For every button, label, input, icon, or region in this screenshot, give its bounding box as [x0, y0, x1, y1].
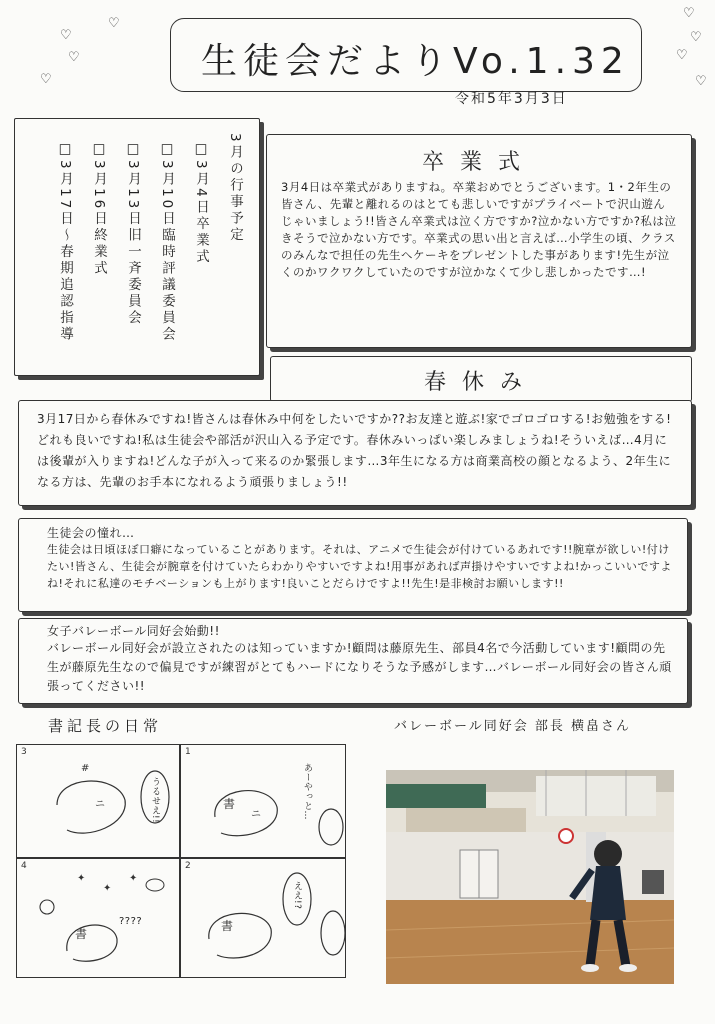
comic-character	[181, 745, 345, 857]
schedule-heading: 3月の行事予定	[227, 133, 243, 244]
speech-bubble: ええ!?	[292, 881, 302, 910]
issue-date: 令和5年3月3日	[455, 91, 568, 107]
volleyball-photo	[386, 770, 674, 984]
svg-text:ニ: ニ	[95, 799, 105, 810]
heart-icon: ♡	[676, 48, 688, 63]
title-banner	[170, 18, 642, 92]
volleyball-section	[18, 618, 688, 704]
heart-icon: ♡	[683, 6, 695, 21]
svg-text:✦: ✦	[103, 883, 112, 894]
speech-bubble: ????	[119, 916, 143, 927]
spring-break-body: 3月17日から春休みですね!皆さんは春休み中何をしたいですか??お友達と遊ぶ!家でゴロゴロする!お勉強をする!どれも良いですね!私は生徒会や部活が沢山入る予定です。春休みいっぱい楽しみましょうね!そういえば…4月には後輩が入りますね!どんな子が入って来るのか緊張します…3年生になる方は商業高校の顔となるよう、2年生になる方は、先輩のお手本になれるよう頑張りましょう!!	[37, 412, 672, 489]
spring-break-heading-box	[270, 356, 692, 402]
schedule-item: □3月16日終業式	[91, 141, 107, 278]
comic-character-label: 書	[221, 919, 234, 933]
comic-character	[181, 859, 345, 977]
heart-icon: ♡	[40, 72, 52, 87]
graduation-section	[266, 134, 692, 348]
schedule-item: □3月13日旧一斉委員会	[125, 141, 141, 327]
heart-icon: ♡	[690, 30, 702, 45]
panel-number: 4	[21, 861, 27, 871]
panel-number: 1	[185, 747, 191, 757]
page-title: 生徒会だよりVo.1.32	[201, 41, 630, 82]
speech-bubble: あーやっと…	[302, 763, 312, 820]
gym-scene	[386, 770, 674, 984]
photo-caption: バレーボール同好会 部長 横畠さん	[394, 719, 632, 734]
heart-icon: ♡	[68, 50, 80, 65]
longing-body: 生徒会は日頃ほぼ口癖になっていることがあります。それは、アニメで生徒会が付けているあれです!!腕章が欲しい!付けたい!皆さん、生徒会が腕章を付けていたらわかりやすいですよね!用事があれば声掛けやすいですよね!かっこいいですよね!それに私達のモチベーションも上がります!良いことだらけですよ!!先生!是非検討お願いします!!	[47, 543, 672, 590]
comic-panel	[180, 858, 346, 978]
panel-number: 2	[185, 861, 191, 871]
comic-panel	[16, 744, 180, 858]
graduation-body: 3月4日は卒業式がありますね。卒業おめでとうございます。1・2年生の皆さん、先輩と離れるのはとても悲しいですがプライベートで沢山遊んじゃいましょう!!皆さん卒業式は泣く方ですか?泣かない方ですか?私は泣きそうで泣かない方です。卒業式の思い出と言えば…小学生の頃、クラスのみんなで担任の先生へケーキをプレゼントした事があります!先生が泣くのかワクワクしていたのですが泣かなくて少し悲しかったです…!	[281, 180, 677, 279]
panel-number: 3	[21, 747, 27, 757]
volleyball-heading: 女子バレーボール同好会始動!!	[47, 624, 220, 638]
graduation-heading: 卒業式	[421, 150, 536, 175]
comic-character	[17, 859, 179, 977]
comic-panel	[180, 744, 346, 858]
svg-text:✦: ✦	[129, 873, 138, 884]
volleyball-body: バレーボール同好会が設立されたのは知っていますか!顧問は藤原先生、部員4名で今活動しています!顧問の先生が藤原先生なので偏見ですが練習がとてもハードになりそうな予感がします…バレーボール同好会の皆さん頑張ってください!!	[47, 641, 672, 693]
heart-icon: ♡	[60, 28, 72, 43]
heart-icon: ♡	[108, 16, 120, 31]
svg-text:#: #	[81, 763, 90, 774]
svg-text:ニ: ニ	[251, 809, 261, 820]
comic-panel	[16, 858, 180, 978]
schedule-item: □3月17日〜春期追認指導	[57, 141, 73, 344]
comic-character-label: 書	[223, 797, 236, 811]
longing-heading: 生徒会の憧れ…	[47, 526, 135, 540]
comic-heading: 書記長の日常	[48, 717, 163, 735]
spring-break-section	[18, 400, 692, 506]
longing-section	[18, 518, 688, 612]
schedule-box	[14, 118, 260, 376]
spring-break-heading: 春休み	[423, 370, 538, 395]
svg-text:✦: ✦	[77, 873, 86, 884]
schedule-item: □3月4日卒業式	[193, 141, 209, 266]
heart-icon: ♡	[695, 74, 707, 89]
schedule-item: □3月10日臨時評議委員会	[159, 141, 175, 344]
comic-character-label: 書	[75, 927, 88, 941]
speech-bubble: うるせえ!!	[150, 777, 160, 824]
